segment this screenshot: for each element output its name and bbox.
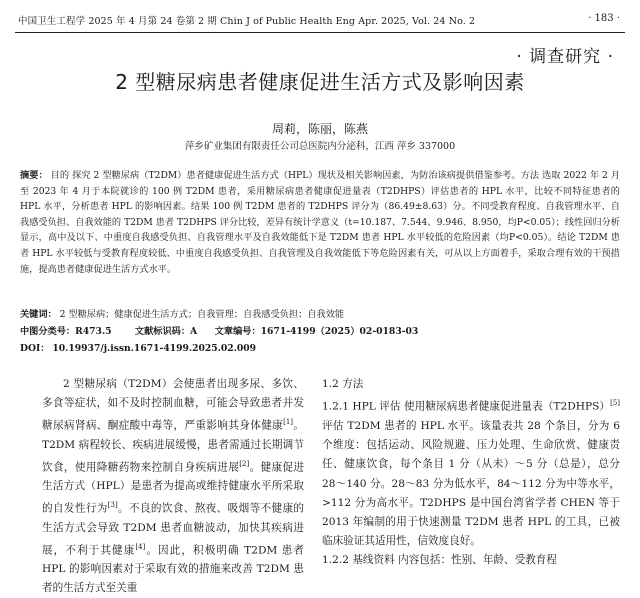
citation-4[interactable]: [4]	[135, 542, 146, 551]
abstract-text: 目的 探究 2 型糖尿病（T2DM）患者健康促进生活方式（HPL）现状及相关影响因素，为防治该病提供借鉴参考。方法 选取 2022 年 2 月至 2023 年 4 月于本院就诊的 100 例 T2DM 患者，采用糖尿病患者健康促进量表（T2DHPS）评估患者的 HPL 水平，比较不同特征患者的 HPL 水平，分析患者 HPL 的影响因素。结果 100 例 T2DM 患者的 T2DHPS 评分为（86.49±8.63）分。不同受教育程度、自我管理水平、自我感受负担、自我效能的 T2DM 患者 T2DHPS 评分比较，差异有统计学意义（t=10.187、7.544、9.946、8.950，均P<0.05）；线性回归分析显示，高中及以下、中重度自我感受负担、自我管理水平及自我效能低下是 T2DM 患者 HPL 水平较低的危险因素（均P<0.05）。结论 T2DM 患者 HPL 水平较低与受教育程度较低、中重度自我感受负担、自我管理及自我效能低下等危险因素有关，可从以上方面着手，采取合理有效的干预措施，提高患者健康促进生活方式水平。	[20, 170, 621, 275]
abstract-label: 摘要：	[20, 170, 48, 181]
citation-2[interactable]: [2]	[239, 459, 250, 468]
intro-text-2: 。T2DM 病程较长、疾病进展缓慢，患者需通过长期调节饮食，使用降糖药物来控制自身疾病进展	[42, 419, 305, 474]
clc-label: 中图分类号：	[20, 326, 76, 337]
intro-text-3: 。健康促进生活方式（HPL）是患者为提高或维持健康水平所采取的自发性行为	[42, 461, 305, 515]
running-header: 中国卫生工程学 2025 年 4 月第 24 卷第 2 期 Chin J of Public Health Eng Apr. 2025, Vol. 24 No. 2	[18, 16, 476, 27]
doc-code-label: 文献标识码：	[134, 326, 191, 337]
abstract	[20, 168, 620, 277]
keywords-label: 关键词：	[20, 309, 57, 320]
baseline-text: 内容包括：性别、年龄、受教育程	[394, 554, 557, 567]
hpl-assessment-paragraph	[322, 394, 620, 551]
doi-link[interactable]: 10.19937/j.issn.1671-4199.2025.02.009	[52, 343, 257, 354]
classification-line	[20, 323, 418, 337]
clc-value: R473.5	[75, 326, 112, 337]
keywords-text: 2 型糖尿病；健康促进生活方式；自我管理；自我感受负担；自我效能	[56, 309, 345, 320]
heading-methods: 1.2 方法	[322, 378, 364, 390]
subheading-baseline: 1.2.2 基线资料	[322, 554, 395, 567]
header-rule	[15, 32, 625, 33]
subheading-hpl: 1.2.1 HPL 评估	[322, 400, 401, 413]
hpl-text-1: 使用糖尿病患者健康促进量表（T2DHPS）	[400, 400, 611, 413]
article-no-value: 1671-4199（2025）02-0183-03	[260, 326, 419, 337]
citation-5[interactable]: [5]	[610, 399, 621, 408]
authors: 周莉，陈丽，陈燕	[271, 122, 368, 136]
doi-label: DOI：	[20, 343, 50, 354]
methods-column	[322, 375, 620, 571]
baseline-paragraph	[322, 551, 620, 570]
section-tag: · 调查研究 ·	[516, 47, 614, 67]
keywords	[20, 306, 344, 320]
intro-column	[42, 375, 304, 598]
doc-code-value: A	[190, 326, 198, 337]
article-title: 2 型糖尿病患者健康促进生活方式及影响因素	[115, 70, 525, 94]
page-number: · 183 ·	[588, 13, 620, 24]
intro-text-1: 2 型糖尿病（T2DM）会使患者出现多尿、多饮、多食等症状，如不及时控制血糖，可能会导致患者并发糖尿病肾病、酮症酸中毒等，严重影响其身体健康	[42, 378, 304, 432]
affiliation: 萍乡矿业集团有限责任公司总医院内分泌科，江西 萍乡 337000	[184, 141, 456, 152]
intro-text-5: 。因此，积极明确 T2DM 患者 HPL 的影响因素对于采取有效的措施来改善 T2DM 患者的生活方式至关重	[42, 544, 304, 595]
citation-3[interactable]: [3]	[107, 501, 118, 510]
intro-text-4: 。不良的饮食、熬夜、吸烟等不健康的生活方式会导致 T2DM 患者血糖波动，加快其疾病进展，不利于其健康	[42, 502, 305, 557]
hpl-text-2: 评估 T2DM 患者的 HPL 水平。该量表共 28 个条目，分为 6 个维度：包括运动、风险规避、压力处理、生命欣赏、健康责任、健康饮食，每个条目 1 分（从未）～5 分（总是），总分 28～140 分。28～83 分为低水平，84～112 分为中等水平，>112 分为高水平。T2DHPS 是中国台湾省学者 CHEN 等于 2013 年编制的用于快速测量 T2DM 患者 HPL 的工具，已被临床验证其适用性，信效度良好。	[322, 419, 620, 548]
article-no-label: 文章编号：	[214, 326, 261, 337]
doi-line	[20, 340, 256, 354]
citation-1[interactable]: [1]	[283, 418, 294, 426]
